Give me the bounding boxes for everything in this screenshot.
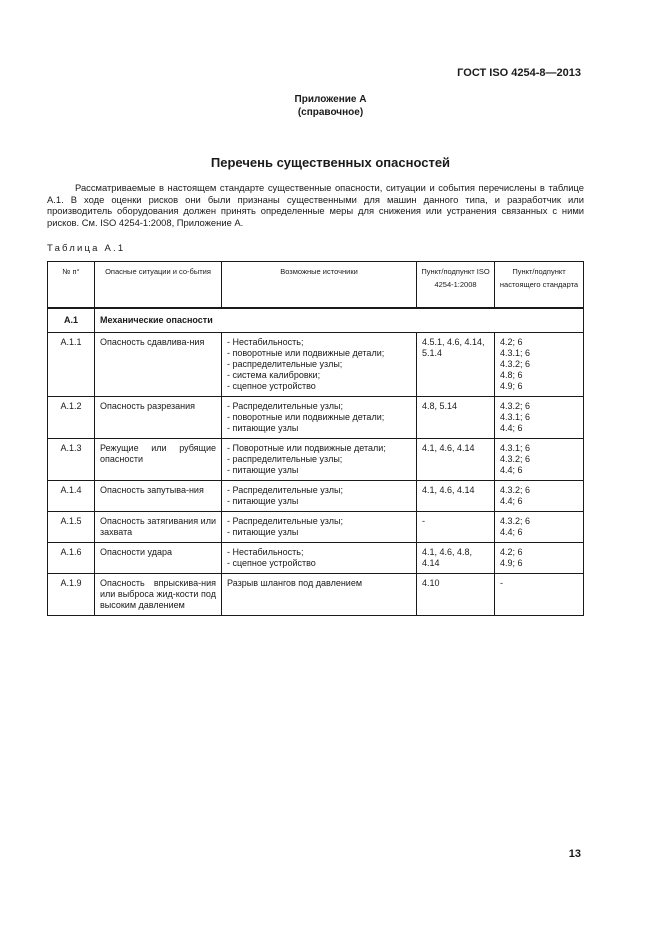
table-row	[48, 481, 584, 512]
page-number: 13	[568, 848, 581, 860]
table-row	[48, 439, 584, 481]
row-std-clause	[495, 333, 584, 397]
row-situation: Опасность сдавлива-ния	[95, 333, 222, 397]
table-row	[48, 574, 584, 616]
std-clause-line: 4.4; 6	[500, 527, 523, 537]
row-std-clause	[495, 543, 584, 574]
std-clause-line: 4.3.1; 6	[500, 443, 531, 453]
std-clause-line: 4.4; 6	[500, 496, 523, 506]
intro-text: Рассматриваемые в настоящем стандарте существенные опасности, ситуации и события перечислены в таблице А.1. В ходе оценки рисков они были признаны существенными для машин данного типа, и разработчик или производитель оборудования должен принять определенные меры для снижения или устранения связанных с ними рисков. См. ISO 4254-1:2008, Приложение А.	[47, 182, 584, 229]
table-header-row	[48, 262, 584, 309]
row-num: А.1.6	[48, 543, 95, 574]
source-line: - сцепное устройство	[227, 381, 316, 391]
std-clause-line: 4.9; 6	[500, 381, 523, 391]
row-situation: Опасность затягивания или захвата	[95, 512, 222, 543]
std-clause-line: 4.3.2; 6	[500, 454, 531, 464]
document-code: ГОСТ ISO 4254-8—2013	[457, 67, 581, 79]
row-iso-clause: 4.10	[417, 574, 495, 616]
std-clause-line: 4.3.2; 6	[500, 485, 531, 495]
source-line: - Поворотные или подвижные детали;	[227, 443, 386, 453]
row-num: А.1.1	[48, 333, 95, 397]
appendix-heading	[0, 93, 661, 119]
table-row	[48, 397, 584, 439]
source-line: - Распределительные узлы;	[227, 485, 343, 495]
source-line: Разрыв шлангов под давлением	[227, 578, 363, 588]
row-iso-clause: 4.5.1, 4.6, 4.14, 5.1.4	[417, 333, 495, 397]
row-situation: Режущие или рубящие опасности	[95, 439, 222, 481]
row-num: А.1.3	[48, 439, 95, 481]
row-iso-clause: -	[417, 512, 495, 543]
row-iso-clause: 4.1, 4.6, 4.14	[417, 481, 495, 512]
std-clause-line: 4.2; 6	[500, 337, 523, 347]
row-sources	[222, 512, 417, 543]
std-clause-line: 4.3.2; 6	[500, 359, 531, 369]
std-clause-line: 4.4; 6	[500, 423, 523, 433]
row-sources	[222, 543, 417, 574]
source-line: - Нестабильность;	[227, 547, 304, 557]
row-situation: Опасности удара	[95, 543, 222, 574]
std-clause-line: 4.3.2; 6	[500, 401, 531, 411]
source-line: - питающие узлы	[227, 527, 299, 537]
header-num: № п°	[48, 262, 95, 309]
header-situation: Опасные ситуации и со-бытия	[95, 262, 222, 309]
std-clause-line: 4.2; 6	[500, 547, 523, 557]
row-sources	[222, 439, 417, 481]
row-std-clause	[495, 574, 584, 616]
row-iso-clause: 4.1, 4.6, 4.14	[417, 439, 495, 481]
table-caption: Таблица А.1	[47, 243, 126, 254]
std-clause-line: 4.8; 6	[500, 370, 523, 380]
row-sources	[222, 333, 417, 397]
appendix-title: Приложение А	[294, 94, 367, 105]
source-line: - распределительные узлы;	[227, 454, 343, 464]
row-iso-clause: 4.8, 5.14	[417, 397, 495, 439]
source-line: - питающие узлы	[227, 465, 299, 475]
source-line: - Распределительные узлы;	[227, 516, 343, 526]
std-clause-line: 4.3.1; 6	[500, 348, 531, 358]
std-clause-line: 4.9; 6	[500, 558, 523, 568]
row-std-clause	[495, 481, 584, 512]
section-title: Перечень существенных опасностей	[210, 155, 451, 170]
table-row	[48, 512, 584, 543]
group-row	[48, 308, 584, 333]
std-clause-line: -	[500, 578, 503, 588]
row-std-clause	[495, 512, 584, 543]
source-line: - питающие узлы	[227, 423, 299, 433]
source-line: - Нестабильность;	[227, 337, 304, 347]
row-std-clause	[495, 439, 584, 481]
table-row	[48, 543, 584, 574]
row-num: А.1.2	[48, 397, 95, 439]
header-sources: Возможные источники	[222, 262, 417, 309]
row-iso-clause: 4.1, 4.6, 4.8, 4.14	[417, 543, 495, 574]
source-line: - Распределительные узлы;	[227, 401, 343, 411]
row-num: А.1.5	[48, 512, 95, 543]
source-line: - питающие узлы	[227, 496, 299, 506]
row-sources	[222, 397, 417, 439]
intro-paragraph	[47, 182, 584, 229]
group-num: А.1	[48, 308, 95, 333]
row-situation: Опасность разрезания	[95, 397, 222, 439]
header-std-clause: Пункт/подпункт настоящего стандарта	[495, 262, 584, 309]
row-sources	[222, 574, 417, 616]
row-situation: Опасность впрыскива-ния или выброса жид-кости под высоким давлением	[95, 574, 222, 616]
row-num: А.1.4	[48, 481, 95, 512]
source-line: - поворотные или подвижные детали;	[227, 412, 385, 422]
std-clause-line: 4.4; 6	[500, 465, 523, 475]
std-clause-line: 4.3.2; 6	[500, 516, 531, 526]
source-line: - распределительные узлы;	[227, 359, 343, 369]
source-line: - поворотные или подвижные детали;	[227, 348, 385, 358]
std-clause-line: 4.3.1; 6	[500, 412, 531, 422]
hazards-table	[47, 261, 584, 616]
source-line: - система калибровки;	[227, 370, 321, 380]
source-line: - сцепное устройство	[227, 558, 316, 568]
header-iso-clause: Пункт/подпункт ISO 4254-1:2008	[417, 262, 495, 309]
row-situation: Опасность запутыва-ния	[95, 481, 222, 512]
appendix-subtitle: (справочное)	[297, 107, 364, 118]
row-num: А.1.9	[48, 574, 95, 616]
row-sources	[222, 481, 417, 512]
table-row	[48, 333, 584, 397]
group-title: Механические опасности	[95, 308, 584, 333]
row-std-clause	[495, 397, 584, 439]
